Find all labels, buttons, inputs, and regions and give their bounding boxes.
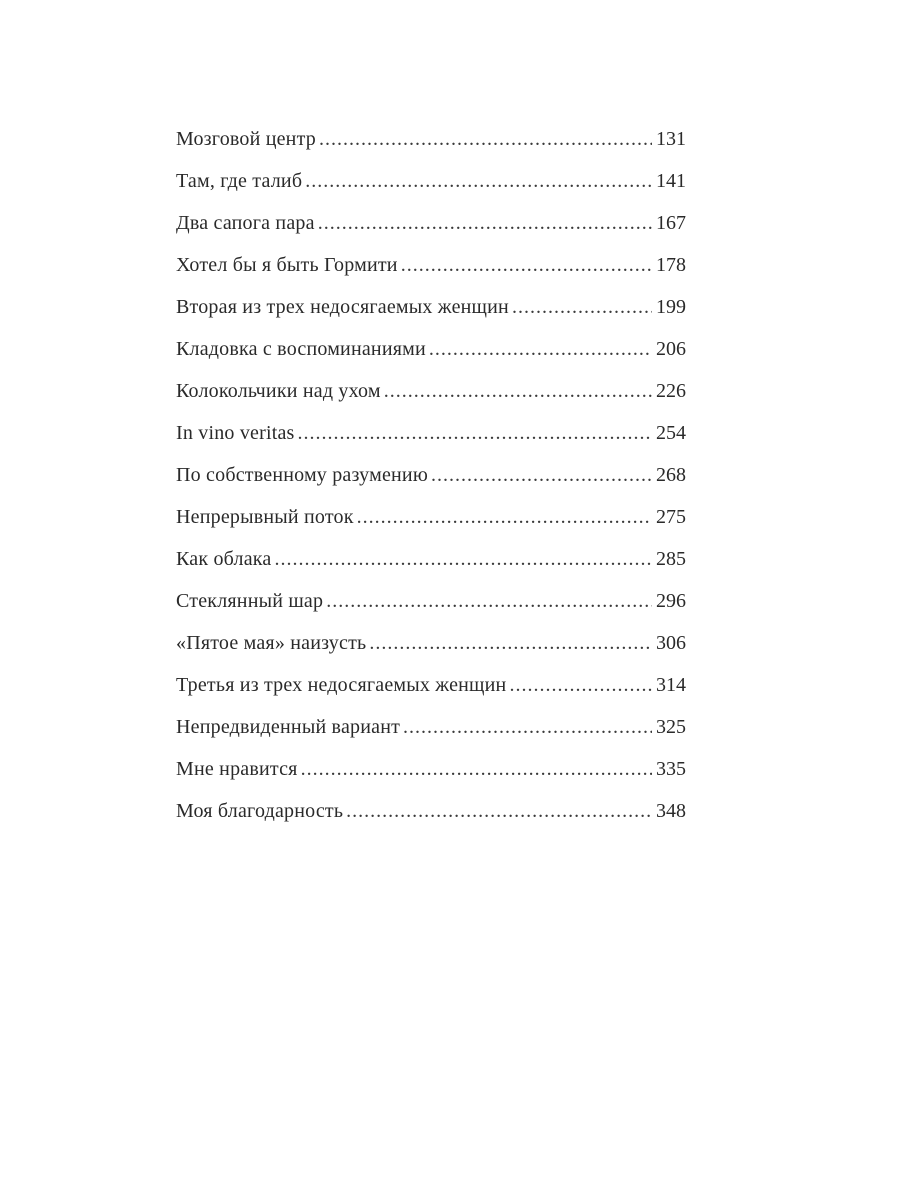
dot-leader	[346, 790, 652, 832]
toc-entry	[176, 412, 686, 454]
dot-leader	[401, 244, 652, 286]
table-of-contents	[176, 118, 686, 832]
toc-entry-title: In vino veritas	[176, 422, 295, 444]
toc-entry-title: Непредвиденный вариант	[176, 716, 401, 738]
dot-leader	[384, 370, 652, 412]
toc-entry	[176, 496, 686, 538]
toc-entry	[176, 790, 686, 832]
toc-entry	[176, 580, 686, 622]
toc-entry-page-number: 285	[656, 548, 686, 570]
toc-entry	[176, 244, 686, 286]
toc-entry-page-number: 268	[656, 464, 686, 486]
toc-entry-title: Там, где талиб	[176, 170, 303, 192]
toc-entry	[176, 622, 686, 664]
toc-entry-title: «Пятое мая» наизусть	[176, 632, 367, 654]
dot-leader	[319, 118, 652, 160]
dot-leader	[326, 580, 652, 622]
toc-entry-page-number: 199	[656, 296, 686, 318]
toc-entry-title: Мне нравится	[176, 758, 298, 780]
dot-leader	[318, 202, 652, 244]
dot-leader	[429, 328, 652, 370]
toc-entry-title: Стеклянный шар	[176, 590, 324, 612]
dot-leader	[509, 664, 652, 706]
toc-entry-title: Непрерывный поток	[176, 506, 354, 528]
toc-entry-page-number: 335	[656, 758, 686, 780]
toc-entry-title: Как облака	[176, 548, 272, 570]
toc-entry-title: Мозговой центр	[176, 128, 316, 150]
dot-leader	[298, 412, 652, 454]
toc-entry-page-number: 178	[656, 254, 686, 276]
toc-entry-title: Вторая из трех недосягаемых женщин	[176, 296, 509, 318]
dot-leader	[403, 706, 652, 748]
dot-leader	[275, 538, 653, 580]
toc-entry-page-number: 314	[656, 674, 686, 696]
dot-leader	[369, 622, 652, 664]
dot-leader	[305, 160, 652, 202]
toc-entry-page-number: 325	[656, 716, 686, 738]
toc-entry	[176, 664, 686, 706]
toc-entry-page-number: 206	[656, 338, 686, 360]
dot-leader	[431, 454, 652, 496]
toc-entry-page-number: 254	[656, 422, 686, 444]
toc-entry	[176, 118, 686, 160]
toc-entry-title: Моя благодарность	[176, 800, 344, 822]
dot-leader	[301, 748, 652, 790]
dot-leader	[357, 496, 652, 538]
toc-entry	[176, 286, 686, 328]
toc-entry-title: Два сапога пара	[176, 212, 315, 234]
toc-entry	[176, 538, 686, 580]
toc-entry	[176, 160, 686, 202]
toc-entry	[176, 202, 686, 244]
toc-entry-page-number: 348	[656, 800, 686, 822]
toc-entry-page-number: 167	[656, 212, 686, 234]
toc-entry	[176, 370, 686, 412]
dot-leader	[512, 286, 652, 328]
toc-entry	[176, 748, 686, 790]
toc-entry-title: Кладовка с воспоминаниями	[176, 338, 426, 360]
toc-entry	[176, 328, 686, 370]
toc-entry-page-number: 296	[656, 590, 686, 612]
toc-entry-page-number: 306	[656, 632, 686, 654]
toc-entry	[176, 706, 686, 748]
toc-entry-title: По собственному разумению	[176, 464, 428, 486]
toc-entry-page-number: 275	[656, 506, 686, 528]
toc-entry	[176, 454, 686, 496]
toc-entry-page-number: 131	[656, 128, 686, 150]
toc-entry-page-number: 226	[656, 380, 686, 402]
toc-entry-page-number: 141	[656, 170, 686, 192]
toc-entry-title: Третья из трех недосягаемых женщин	[176, 674, 507, 696]
toc-entry-title: Хотел бы я быть Гормити	[176, 254, 398, 276]
toc-entry-title: Колокольчики над ухом	[176, 380, 381, 402]
